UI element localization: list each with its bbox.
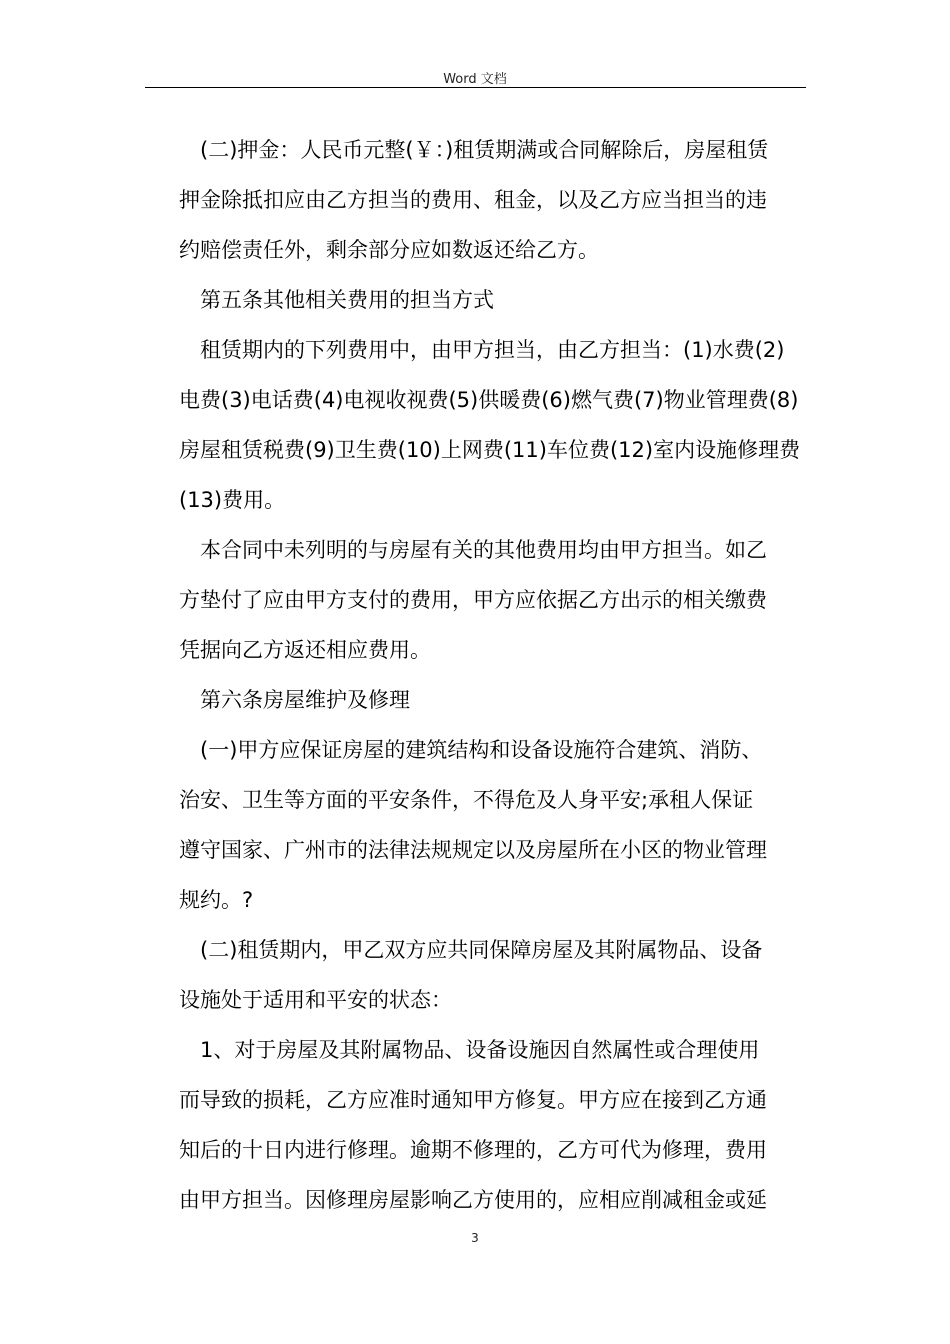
text-line: 房屋租赁税费(9)卫生费(10)上网费(11)车位费(12)室内设施修理费 <box>179 438 801 462</box>
text-line: (二)押金：人民币元整(￥：)租赁期满或合同解除后，房屋租赁 <box>200 138 769 162</box>
page-number: 3 <box>471 1231 479 1245</box>
text-line: 方垫付了应由甲方支付的费用，甲方应依据乙方出示的相关缴费 <box>179 588 767 612</box>
header-divider <box>145 87 806 88</box>
text-line: 第六条房屋维护及修理 <box>200 688 410 712</box>
text-line: (二)租赁期内，甲乙双方应共同保障房屋及其附属物品、设备 <box>200 938 763 962</box>
text-line: 知后的十日内进行修理。逾期不修理的，乙方可代为修理，费用 <box>179 1138 767 1162</box>
text-line: 设施处于适用和平安的状态： <box>179 988 452 1012</box>
text-line: 约赔偿责任外，剩余部分应如数返还给乙方。 <box>179 238 599 262</box>
text-line: 1、对于房屋及其附属物品、设备设施因自然属性或合理使用 <box>200 1038 760 1062</box>
text-line: 而导致的损耗，乙方应准时通知甲方修复。甲方应在接到乙方通 <box>179 1088 767 1112</box>
text-line: 租赁期内的下列费用中，由甲方担当，由乙方担当：(1)水费(2) <box>200 338 785 362</box>
text-line: 由甲方担当。因修理房屋影响乙方使用的，应相应削减租金或延 <box>179 1188 767 1212</box>
text-line: (13)费用。 <box>179 488 286 512</box>
text-line: 治安、卫生等方面的平安条件，不得危及人身平安;承租人保证 <box>179 788 754 812</box>
text-line: 本合同中未列明的与房屋有关的其他费用均由甲方担当。如乙 <box>200 538 767 562</box>
text-line: 第五条其他相关费用的担当方式 <box>200 288 494 312</box>
text-line: (一)甲方应保证房屋的建筑结构和设备设施符合建筑、消防、 <box>200 738 763 762</box>
text-line: 押金除抵扣应由乙方担当的费用、租金，以及乙方应当担当的违 <box>179 188 767 212</box>
text-line: 凭据向乙方返还相应费用。 <box>179 638 431 662</box>
text-line: 遵守国家、广州市的法律法规规定以及房屋所在小区的物业管理 <box>179 838 767 862</box>
text-line: 规约。? <box>179 888 254 912</box>
header-title: Word 文档 <box>443 72 507 87</box>
text-line: 电费(3)电话费(4)电视收视费(5)供暖费(6)燃气费(7)物业管理费(8) <box>179 388 799 412</box>
